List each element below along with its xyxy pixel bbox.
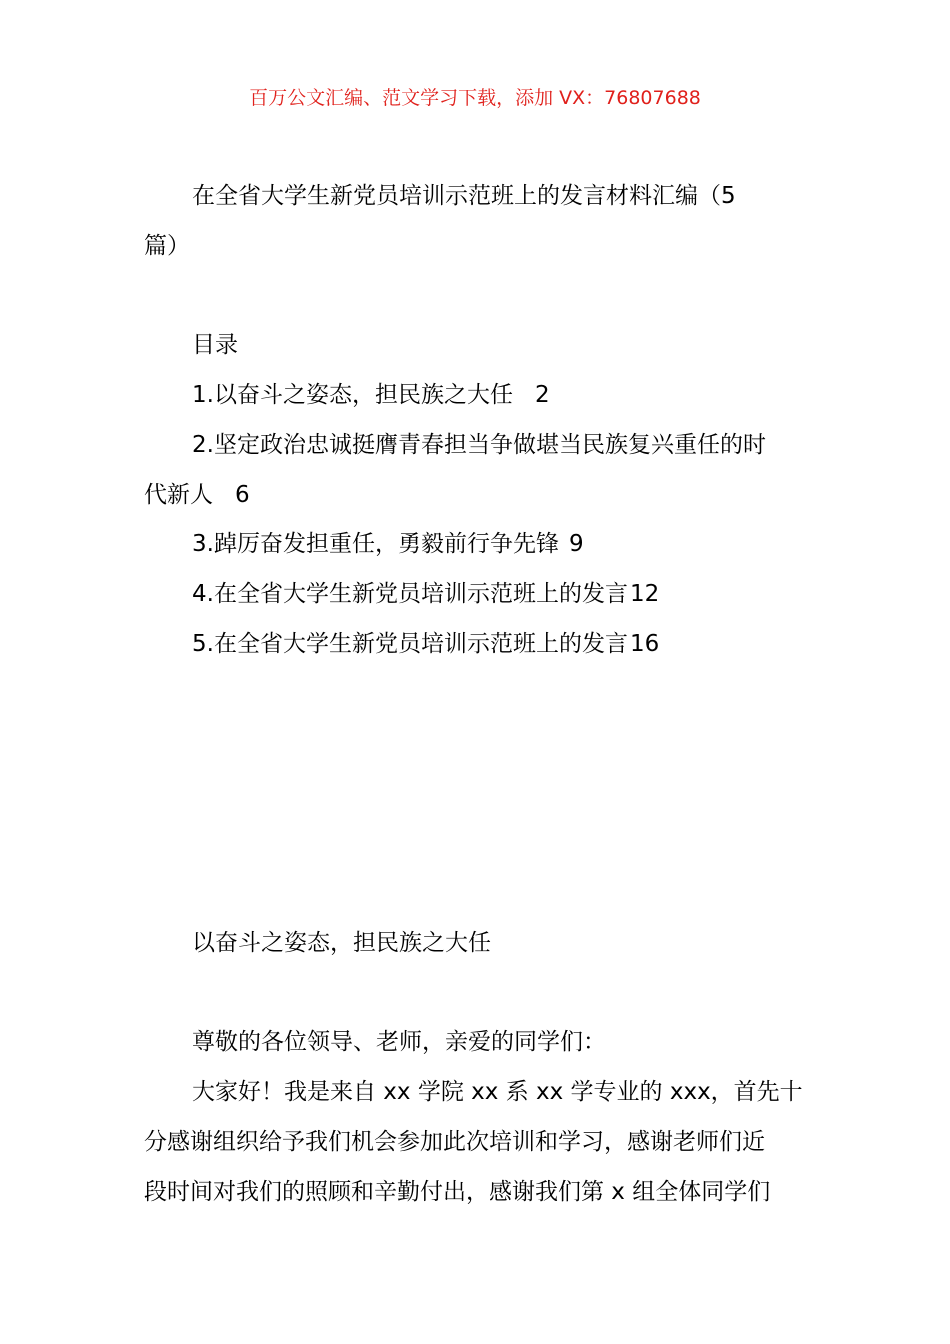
body-line-2: 分感谢组织给予我们机会参加此次培训和学习，感谢老师们近 [144, 1129, 765, 1155]
document-title-line1: 在全省大学生新党员培训示范班上的发言材料汇编（5 [192, 183, 736, 209]
section-title: 以奋斗之姿态，担民族之大任 [192, 930, 491, 956]
toc-item-page: 2 [534, 382, 550, 408]
toc-item-2 [192, 430, 808, 460]
toc-item-2-cont [144, 480, 808, 510]
toc-item-title: 5.在全省大学生新党员培训示范班上的发言 [192, 631, 628, 657]
toc-heading: 目录 [192, 332, 238, 358]
toc-item-title: 1.以奋斗之姿态，担民族之大任 [192, 382, 513, 408]
toc-item-1 [192, 380, 808, 410]
toc-item-title: 2.坚定政治忠诚挺膺青春担当争做堪当民族复兴重任的时 [192, 432, 766, 458]
toc-item-page: 16 [629, 631, 660, 657]
toc-item-page: 6 [235, 482, 250, 508]
toc-item-page: 9 [568, 531, 584, 557]
greeting: 尊敬的各位领导、老师，亲爱的同学们： [192, 1029, 606, 1055]
toc-item-5 [192, 629, 808, 659]
toc-item-4 [192, 579, 808, 609]
promo-header: 百万公文汇编、范文学习下载，添加 VX：76807688 [249, 87, 701, 109]
toc-item-title: 4.在全省大学生新党员培训示范班上的发言 [192, 581, 628, 607]
toc-item-title-cont: 代新人 [144, 482, 213, 508]
body-line-3: 段时间对我们的照顾和辛勤付出，感谢我们第 x 组全体同学们 [144, 1179, 771, 1205]
toc-item-title: 3.踔厉奋发担重任，勇毅前行争先锋 [192, 531, 559, 557]
document-title-line2: 篇） [144, 233, 190, 259]
body-line-1: 大家好！我是来自 xx 学院 xx 系 xx 学专业的 xxx，首先十 [192, 1079, 803, 1105]
toc-item-3 [192, 529, 808, 559]
toc-item-page: 12 [629, 581, 660, 607]
